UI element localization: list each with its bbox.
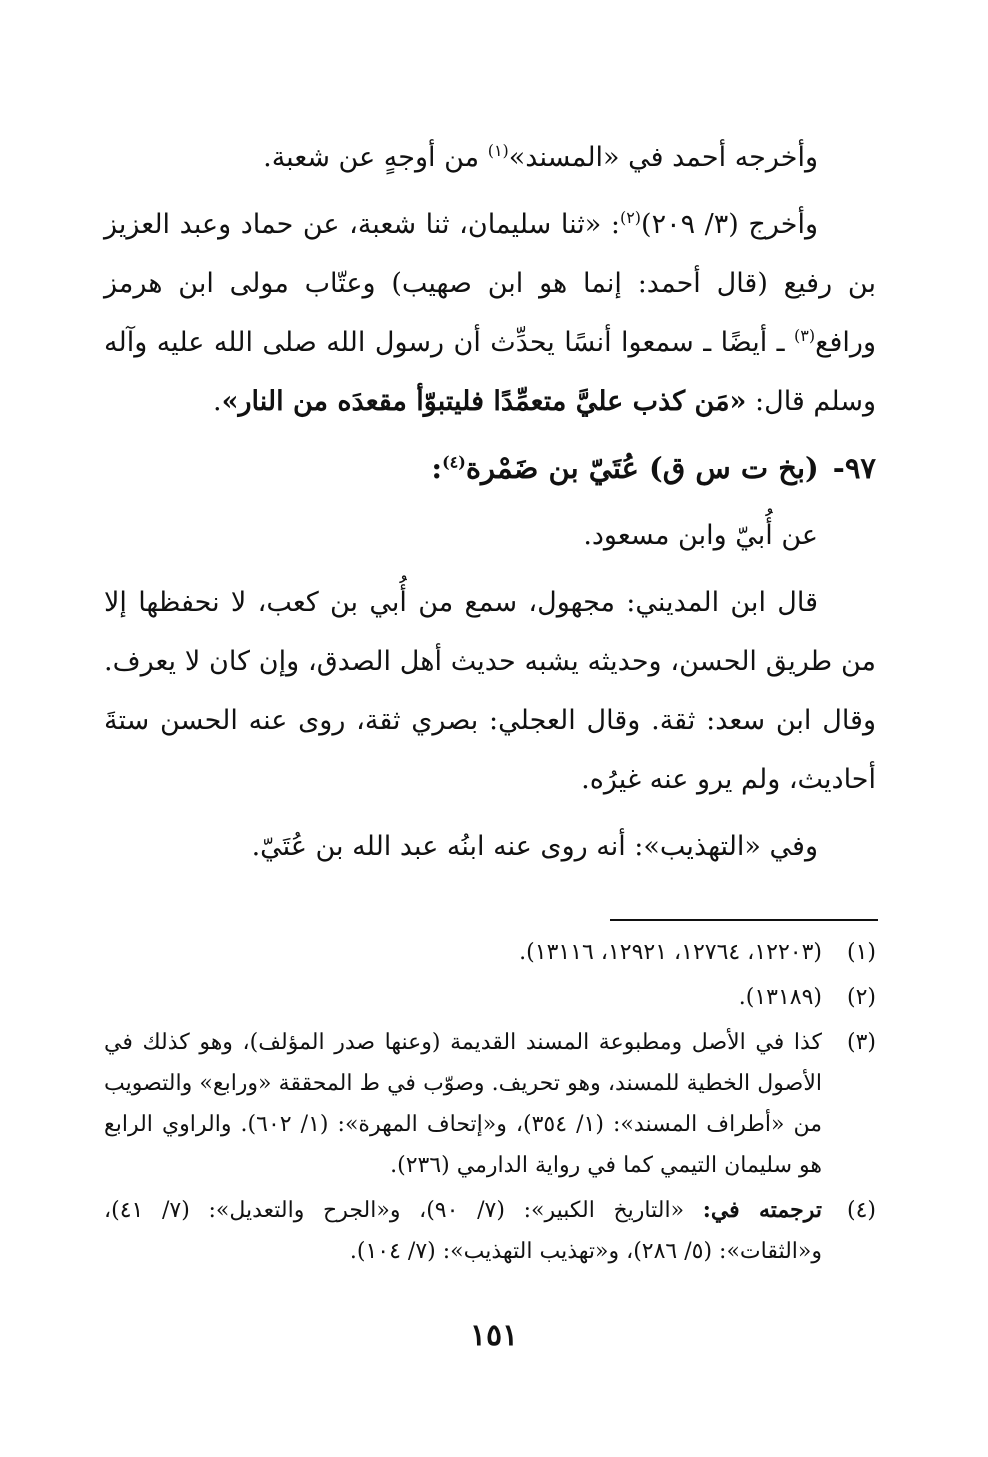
- footnote-number: (٤): [846, 1198, 876, 1223]
- footnote-item: [104, 932, 876, 973]
- main-text: [104, 128, 876, 876]
- paragraph-2-start: وأخرج (٣/ ٢٠٩): [641, 209, 818, 240]
- footnote-ref-4[interactable]: (٤): [442, 452, 466, 472]
- footnote-text: [104, 932, 822, 973]
- footnote-text: [104, 1022, 822, 1186]
- paragraph-1-end: من أوجهٍ عن شعبة.: [263, 142, 488, 173]
- paragraph-2-close: .: [212, 386, 222, 417]
- page-number: ١٥١: [469, 1318, 519, 1353]
- paragraph-4: قال ابن المديني: مجهول، سمع من أُبي بن كعب، لا نحفظها إلا من طريق الحسن، وحديثه يشبه حديث أهل الصدق، وإن كان لا يعرف. وقال ابن سعد: ثقة. وقال العجلي: بصري ثقة، روى عنه الحسن ستةَ أحاديث، ولم يرو عنه غيرُه.: [104, 587, 876, 795]
- footnote-body: (١٢٢٠٣، ١٢٧٦٤، ١٢٩٢١، ١٣١١٦).: [519, 940, 822, 965]
- paragraph-2-mid: : «ثنا سليمان، ثنا شعبة، عن حماد وعبد العزيز بن رفيع (قال أحمد: إنما هو ابن صهيب) وعتّاب مولى ابن هرمز ورافع: [104, 209, 876, 358]
- footnote-body: (١٣١٨٩).: [738, 985, 822, 1010]
- entry-title: (بخ ت س ق) عُتَيّ بن ضَمْرة: [465, 451, 819, 485]
- footnote-item: [104, 1022, 876, 1186]
- paragraph-3: عن أُبيّ وابن مسعود.: [583, 520, 818, 551]
- paragraph-2: [104, 195, 876, 431]
- entry-number: ٩٧-: [832, 451, 876, 485]
- footnote-text: [104, 1190, 822, 1272]
- footnote-body: كذا في الأصل ومطبوعة المسند القديمة (وعنها صدر المؤلف)، وهو كذلك في الأصول الخطية للمسند، وهو تحريف. وصوّب في ط المحققة «ورابع» والتصويب من «أطراف المسند»: (١/ ٣٥٤)، و«إتحاف المهرة»: (١/ ٦٠٢). والراوي الرابع هو سليمان التيمي كما في رواية الدارمي (٢٣٦).: [104, 1030, 823, 1178]
- footnote-number: (٣): [846, 1030, 876, 1055]
- footnote-separator: [610, 919, 878, 921]
- footnote-text: [104, 977, 822, 1018]
- hadith-quote: «مَن كذب عليَّ متعمِّدًا فليتبوّأ مقعدَه من النار»: [221, 386, 747, 417]
- footnote-item: [104, 1190, 876, 1272]
- footnote-ref-2[interactable]: (٢): [619, 208, 642, 227]
- paragraph-1-text: وأخرجه أحمد في «المسند»: [508, 142, 818, 173]
- paragraph-2-end: ـ أيضًا ـ سمعوا أنسًا يحدِّث أن رسول الله صلى الله عليه وآله وسلم قال:: [104, 327, 876, 417]
- footnote-number: (١): [846, 940, 876, 965]
- footnotes: [104, 932, 876, 1276]
- footnote-number: (٢): [846, 985, 876, 1010]
- footnote-label: ترجمته في:: [702, 1197, 823, 1223]
- footnote-body: «التاريخ الكبير»: (٧/ ٩٠)، و«الجرح والتعديل»: (٧/ ٤١)، و«الثقات»: (٥/ ٢٨٦)، و«تهذيب التهذيب»: (٧/ ١٠٤).: [104, 1198, 822, 1264]
- footnote-ref-3[interactable]: (٣): [794, 326, 816, 345]
- footnote-ref-1[interactable]: (١): [487, 141, 509, 160]
- entry-heading: [104, 439, 876, 498]
- entry-colon: :: [431, 451, 443, 485]
- paragraph-1: [104, 128, 876, 187]
- footnote-item: [104, 977, 876, 1018]
- paragraph-5: وفي «التهذيب»: أنه روى عنه ابنُه عبد الله بن عُتَيّ.: [251, 831, 818, 862]
